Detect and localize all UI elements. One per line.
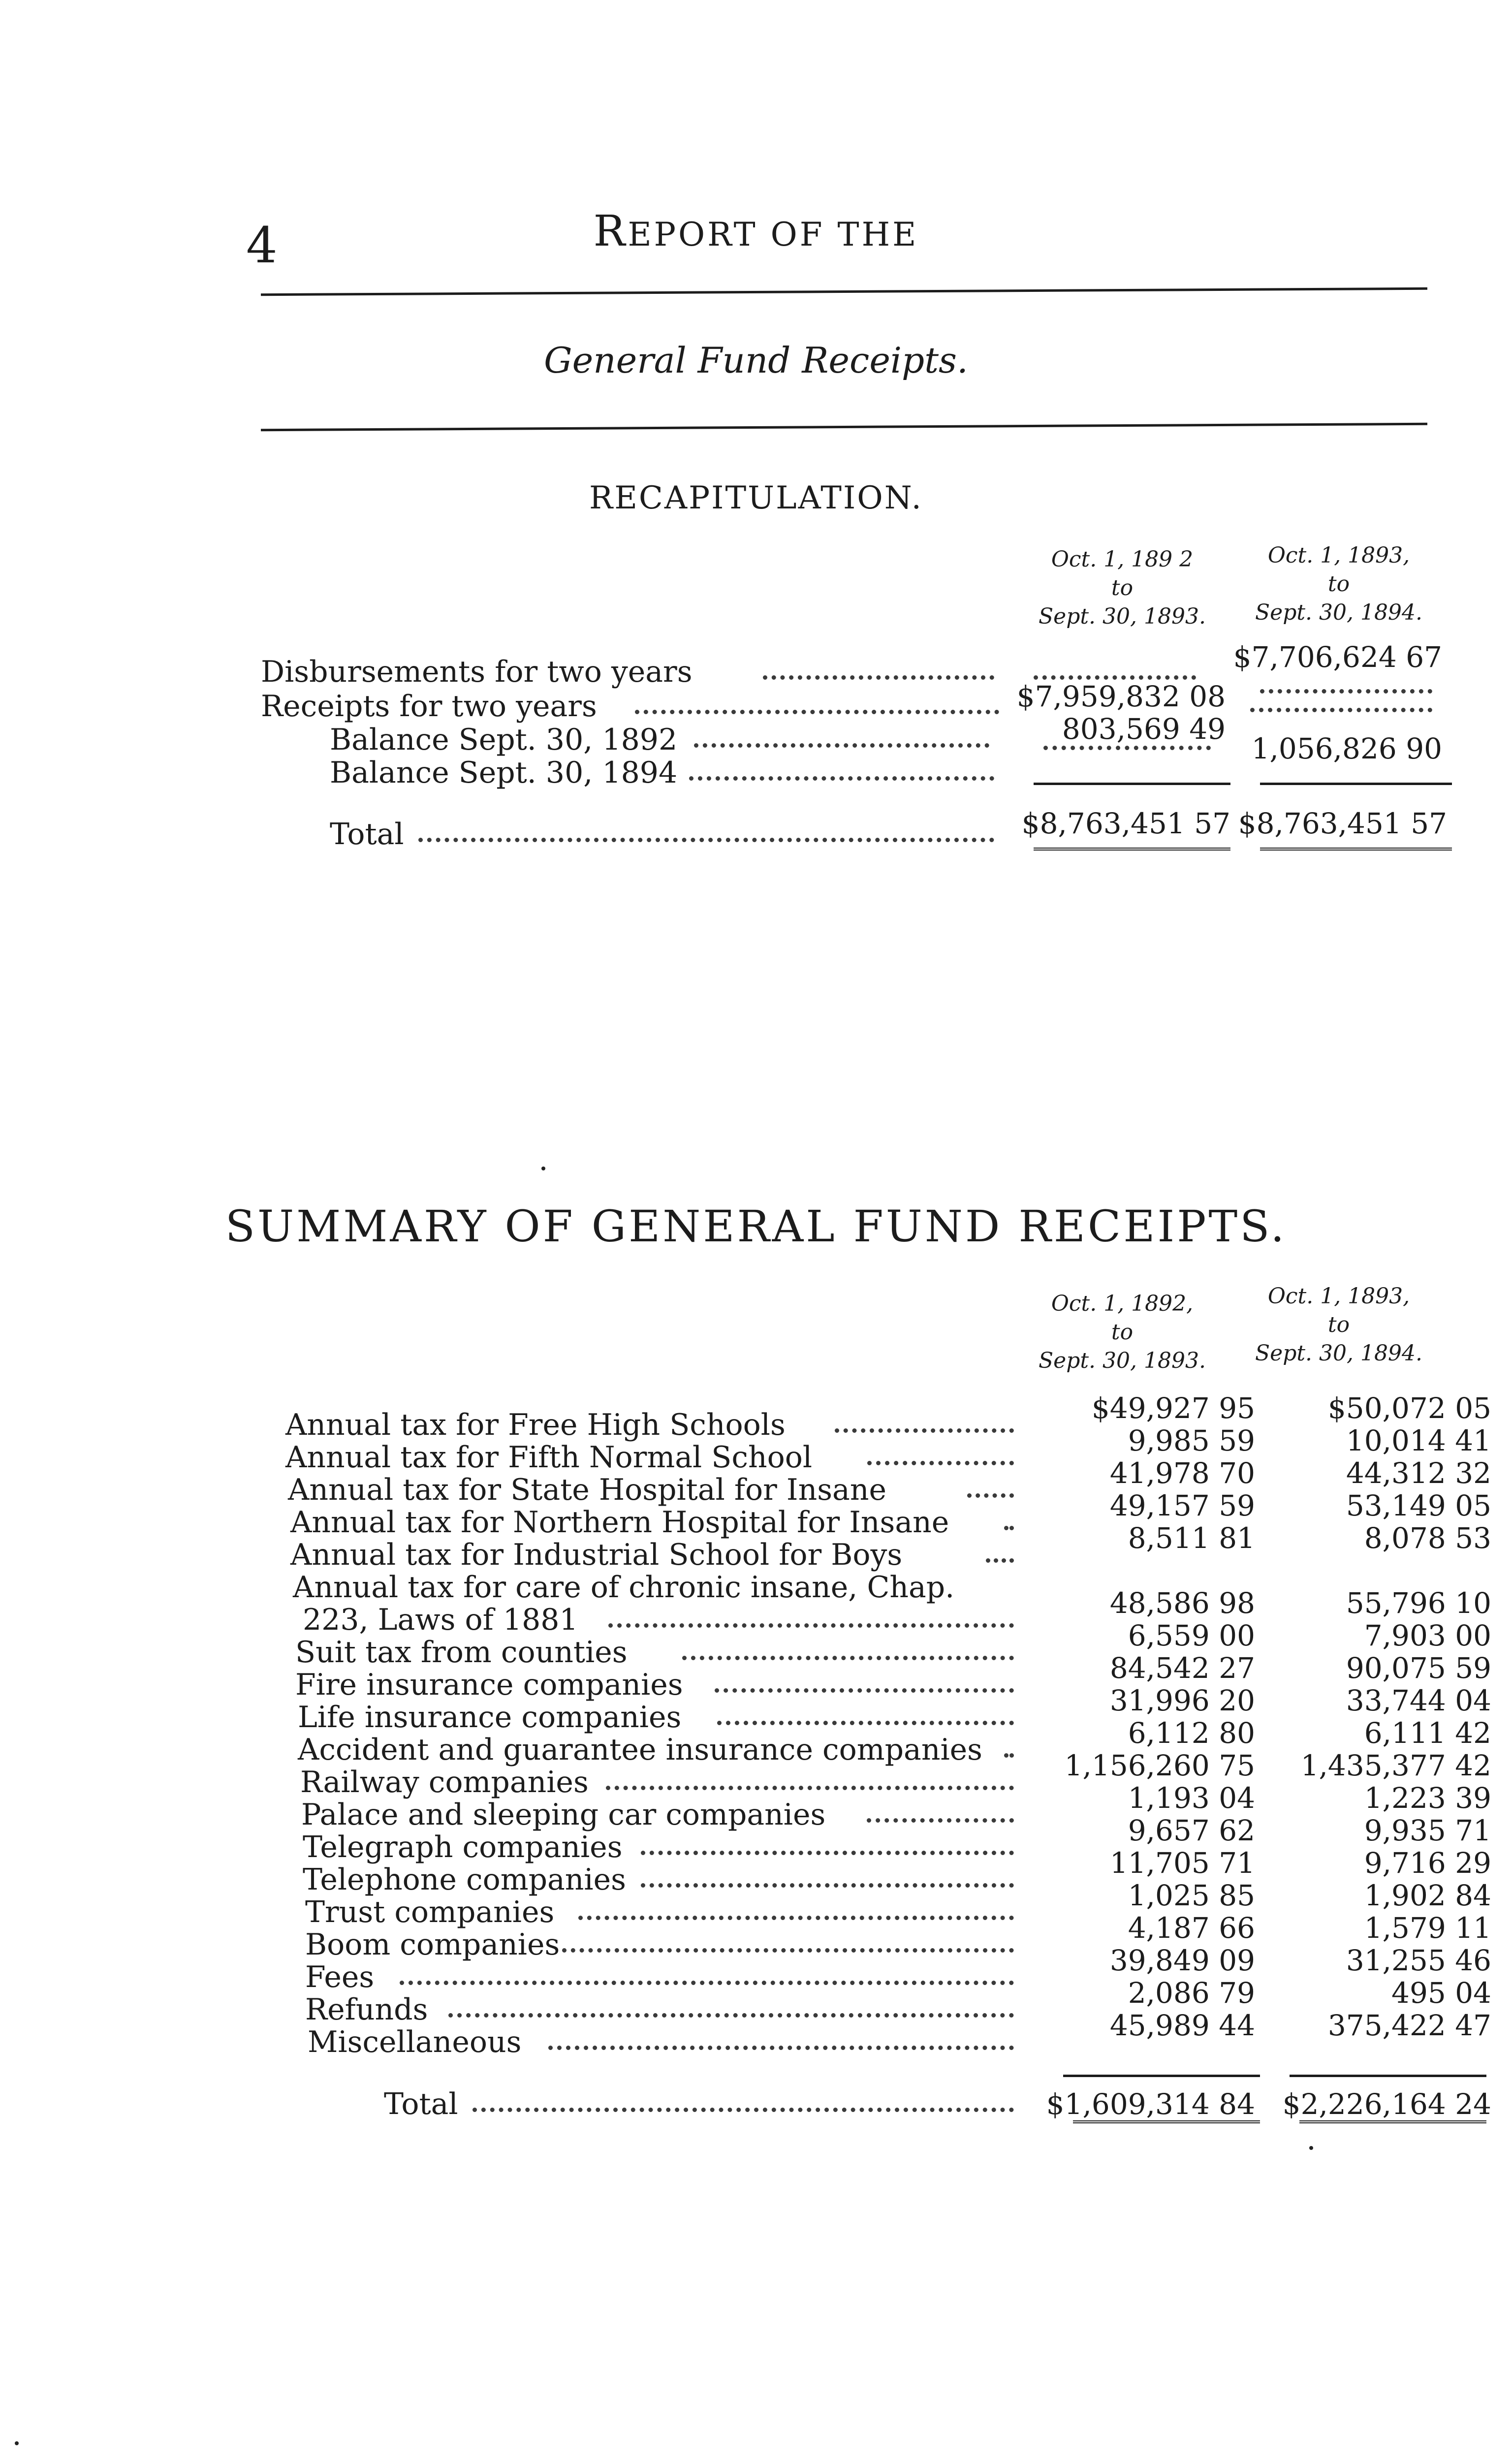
subtotal-rule bbox=[1063, 2075, 1260, 2077]
row-value-2: 44,312 32 bbox=[1346, 1456, 1491, 1490]
ink-speck bbox=[541, 1167, 545, 1170]
total-value-2: $2,226,164 24 bbox=[1282, 2087, 1491, 2121]
ink-speck bbox=[15, 2441, 19, 2445]
row-label: Boom companies bbox=[305, 1927, 560, 1962]
recap-col2-until: Sept. 30, 1894. bbox=[1255, 600, 1422, 625]
row-value-1: 1,025 85 bbox=[1128, 1879, 1255, 1912]
row-value-2: 1,579 11 bbox=[1364, 1911, 1491, 1945]
total-label: Total bbox=[384, 2087, 458, 2121]
row-value-1: 9,985 59 bbox=[1128, 1424, 1255, 1457]
row-label: Receipts for two years bbox=[261, 689, 597, 724]
row-label: Balance Sept. 30, 1894 bbox=[330, 756, 678, 790]
row-value-2: 8,078 53 bbox=[1364, 1521, 1491, 1555]
row-label: Palace and sleeping car companies bbox=[301, 1798, 826, 1832]
row-value-2: $7,706,624 67 bbox=[1233, 640, 1442, 674]
row-value-2: 9,935 71 bbox=[1364, 1814, 1491, 1847]
recap-col1-from: Oct. 1, 189 2 bbox=[1051, 547, 1194, 572]
row-label: Annual tax for Free High Schools bbox=[285, 1408, 786, 1442]
total-label: Total bbox=[330, 817, 404, 852]
dot-leader bbox=[967, 1493, 1014, 1498]
row-value-2: 375,422 47 bbox=[1327, 2009, 1491, 2042]
row-label: Disbursements for two years bbox=[261, 655, 693, 689]
row-label: Annual tax for care of chronic insane, Chap. bbox=[293, 1570, 955, 1605]
row-label: Refunds bbox=[305, 1992, 428, 2027]
total-row bbox=[0, 2087, 1512, 2121]
dot-leader bbox=[835, 1428, 1014, 1433]
row-value-1: 6,112 80 bbox=[1128, 1716, 1255, 1750]
row-label: Telephone companies bbox=[303, 1862, 626, 1897]
row-value-2: 1,435,377 42 bbox=[1300, 1749, 1491, 1782]
dot-leader bbox=[682, 1656, 1014, 1660]
dot-leader bbox=[641, 1851, 1014, 1855]
total-double-rule bbox=[1073, 2120, 1260, 2123]
row-value-1: 48,586 98 bbox=[1109, 1586, 1255, 1620]
dot-leader bbox=[400, 1981, 1014, 1985]
row-label: Fees bbox=[305, 1960, 375, 1994]
row-value-2: 33,744 04 bbox=[1346, 1684, 1491, 1717]
row-value-2: 1,056,826 90 bbox=[1251, 732, 1442, 765]
recap-col2-to: to bbox=[1327, 571, 1350, 597]
row-value-1: 41,978 70 bbox=[1109, 1456, 1255, 1490]
row-label: Telegraph companies bbox=[303, 1830, 623, 1864]
row-label: Accident and guarantee insurance companies bbox=[298, 1733, 982, 1767]
row-value-1: 1,156,260 75 bbox=[1064, 1749, 1255, 1782]
row-value-1: $7,959,832 08 bbox=[1016, 680, 1226, 713]
row-label: Annual tax for Northern Hospital for Insane bbox=[290, 1505, 949, 1540]
row-value-1: 1,193 04 bbox=[1128, 1781, 1255, 1815]
running-header-initial: R bbox=[593, 207, 628, 256]
row-label: Miscellaneous bbox=[308, 2025, 522, 2059]
row-value-2: 6,111 42 bbox=[1364, 1716, 1491, 1750]
dot-leader bbox=[562, 1948, 1014, 1953]
dot-leader bbox=[608, 1623, 1014, 1628]
recap-col1-until: Sept. 30, 1893. bbox=[1039, 604, 1206, 629]
dot-leader bbox=[548, 2046, 1014, 2050]
dot-leader bbox=[448, 2013, 1014, 2018]
row-value-2: 495 04 bbox=[1391, 1976, 1491, 2010]
ink-speck bbox=[1309, 2146, 1313, 2150]
row-value-1: 9,657 62 bbox=[1128, 1814, 1255, 1847]
dot-leader bbox=[986, 1558, 1014, 1563]
running-header-rest: EPORT OF THE bbox=[628, 216, 919, 253]
dot-leader bbox=[717, 1721, 1014, 1725]
row-label: Annual tax for State Hospital for Insane bbox=[288, 1473, 886, 1507]
row-value-1: 11,705 71 bbox=[1109, 1846, 1255, 1880]
row-value-2: $50,072 05 bbox=[1327, 1391, 1491, 1425]
row-value-2: 53,149 05 bbox=[1346, 1489, 1491, 1522]
total-value-2: $8,763,451 57 bbox=[1238, 807, 1447, 840]
row-value-2: 9,716 29 bbox=[1364, 1846, 1491, 1880]
row-value-1: 84,542 27 bbox=[1109, 1651, 1255, 1685]
total-value-1: $8,763,451 57 bbox=[1021, 807, 1230, 840]
summary-col2-to: to bbox=[1327, 1312, 1350, 1337]
dot-leader bbox=[641, 1883, 1014, 1888]
dot-leader bbox=[715, 1688, 1014, 1693]
row-value-1: 45,989 44 bbox=[1109, 2009, 1255, 2042]
recap-col1-to: to bbox=[1111, 575, 1134, 600]
row-value-1: 39,849 09 bbox=[1109, 1944, 1255, 1977]
row-value-2: 1,223 39 bbox=[1364, 1781, 1491, 1815]
row-value-1: 6,559 00 bbox=[1128, 1619, 1255, 1652]
summary-col2-until: Sept. 30, 1894. bbox=[1255, 1341, 1422, 1366]
row-value-1: 49,157 59 bbox=[1109, 1489, 1255, 1522]
summary-col1-until: Sept. 30, 1893. bbox=[1039, 1348, 1206, 1373]
dot-leader bbox=[1004, 1753, 1014, 1758]
summary-col1-from: Oct. 1, 1892, bbox=[1051, 1291, 1194, 1316]
recapitulation-title: RECAPITULATION. bbox=[589, 480, 923, 516]
row-label: Railway companies bbox=[300, 1765, 589, 1799]
section-subtitle: General Fund Receipts. bbox=[544, 340, 968, 381]
summary-col1-to: to bbox=[1111, 1320, 1134, 1345]
row-value-1: 4,187 66 bbox=[1128, 1911, 1255, 1945]
subtotal-rule bbox=[1290, 2075, 1486, 2077]
dot-leader bbox=[472, 2108, 1014, 2112]
row-label: Suit tax from counties bbox=[295, 1635, 628, 1670]
row-label: Balance Sept. 30, 1892 bbox=[330, 723, 678, 757]
row-value-2: 7,903 00 bbox=[1364, 1619, 1491, 1652]
row-value-1: 8,511 81 bbox=[1128, 1521, 1255, 1555]
dot-leader bbox=[606, 1786, 1014, 1790]
row-value-1: 803,569 49 bbox=[1062, 712, 1226, 746]
row-value-2: 90,075 59 bbox=[1346, 1651, 1491, 1685]
row-value-2: 10,014 41 bbox=[1346, 1424, 1491, 1457]
row-label: Life insurance companies bbox=[298, 1700, 682, 1735]
summary-title: SUMMARY OF GENERAL FUND RECEIPTS. bbox=[225, 1201, 1287, 1252]
row-label: Annual tax for Fifth Normal School bbox=[285, 1440, 813, 1475]
row-label: Fire insurance companies bbox=[295, 1668, 683, 1702]
recap-col2-from: Oct. 1, 1893, bbox=[1267, 543, 1410, 568]
dot-leader bbox=[578, 1916, 1014, 1920]
page-number: 4 bbox=[246, 217, 278, 274]
row-value-1: 31,996 20 bbox=[1109, 1684, 1255, 1717]
total-value-1: $1,609,314 84 bbox=[1046, 2087, 1255, 2121]
total-double-rule bbox=[1299, 2120, 1486, 2123]
row-value-1: $49,927 95 bbox=[1091, 1391, 1255, 1425]
row-label: Annual tax for Industrial School for Boys bbox=[290, 1538, 903, 1572]
row-label: Trust companies bbox=[305, 1895, 555, 1929]
dot-leader bbox=[867, 1818, 1014, 1823]
row-value-2: 1,902 84 bbox=[1364, 1879, 1491, 1912]
dot-leader bbox=[1004, 1526, 1014, 1530]
summary-col2-from: Oct. 1, 1893, bbox=[1267, 1284, 1410, 1309]
row-value-2: 31,255 46 bbox=[1346, 1944, 1491, 1977]
dot-leader bbox=[867, 1461, 1014, 1465]
row-value-2: 55,796 10 bbox=[1346, 1586, 1491, 1620]
row-value-1: 2,086 79 bbox=[1128, 1976, 1255, 2010]
row-label: 223, Laws of 1881 bbox=[303, 1603, 578, 1637]
